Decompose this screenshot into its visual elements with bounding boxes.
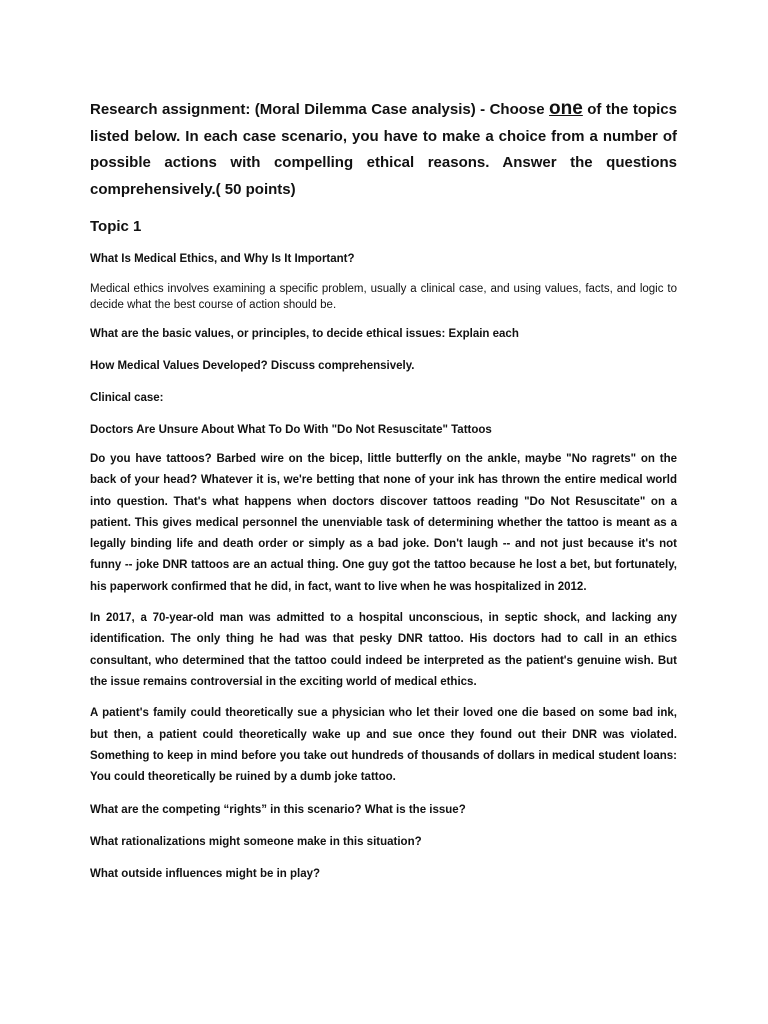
case-paragraph: In 2017, a 70-year-old man was admitted to a hospital unconscious, in septic shock, and lacking any identification. The only thing he had was that pesky DNR tattoo. His doctors had to call in an ethics consultant, who determined that the tattoo could indeed be interpreted as the patient's genuine wish. But the issue remains controversial in the exciting world of medical ethics. bbox=[90, 612, 677, 688]
topic-title: Topic 1 bbox=[90, 218, 142, 235]
heading-text-after: of the topics listed below. In each case scenario, you have to make a choice from a number of possible actions with compelling ethical reasons. Answer the questions comprehensively.( 50 points) bbox=[90, 101, 677, 198]
case-title: Doctors Are Unsure About What To Do With "Do Not Resuscitate" Tattoos bbox=[90, 424, 492, 436]
question-competing-rights: What are the competing “rights” in this scenario? What is the issue? bbox=[90, 804, 466, 817]
question-medical-ethics: What Is Medical Ethics, and Why Is It Important? bbox=[90, 253, 355, 265]
clinical-case-label: Clinical case: bbox=[90, 392, 164, 404]
assignment-heading bbox=[90, 96, 677, 203]
medical-ethics-definition: Medical ethics involves examining a specific problem, usually a clinical case, and using values, facts, and logic to decide what the best course of action should be. bbox=[90, 283, 677, 311]
document-page bbox=[90, 96, 677, 882]
question-rationalizations: What rationalizations might someone make in this situation? bbox=[90, 836, 422, 849]
case-paragraph: Do you have tattoos? Barbed wire on the bicep, little butterfly on the ankle, maybe "No ragrets" on the back of your head? Whatever it is, we're betting that none of your ink has thrown the entire medical world into question. That's what happens when doctors discover tattoos reading "Do Not Resuscitate" on a patient. This gives medical personnel the unenviable task of determining whether the tattoo is meant as a legally binding life and death order or simply as a bad joke. Don't laugh -- and not just because it's not funny -- joke DNR tattoos are an actual thing. One guy got the tattoo because he lost a bet, but fortunately, his paperwork confirmed that he did, in fact, want to live when he was hospitalized in 2012. bbox=[90, 453, 677, 593]
question-values-developed: How Medical Values Developed? Discuss comprehensively. bbox=[90, 360, 415, 372]
heading-emphasis-one: one bbox=[549, 98, 583, 119]
case-paragraph: A patient's family could theoretically sue a physician who let their loved one die based on some bad ink, but then, a patient could theoretically wake up and sue once they found out their DNR was violated. Something to keep in mind before you take out hundreds of thousands of dollars in medical student loans: You could theoretically be ruined by a dumb joke tattoo. bbox=[90, 707, 677, 784]
question-basic-values: What are the basic values, or principles, to decide ethical issues: Explain each bbox=[90, 328, 519, 340]
heading-text-before: Research assignment: (Moral Dilemma Case analysis) - Choose bbox=[90, 101, 550, 118]
question-outside-influences: What outside influences might be in play? bbox=[90, 868, 321, 881]
